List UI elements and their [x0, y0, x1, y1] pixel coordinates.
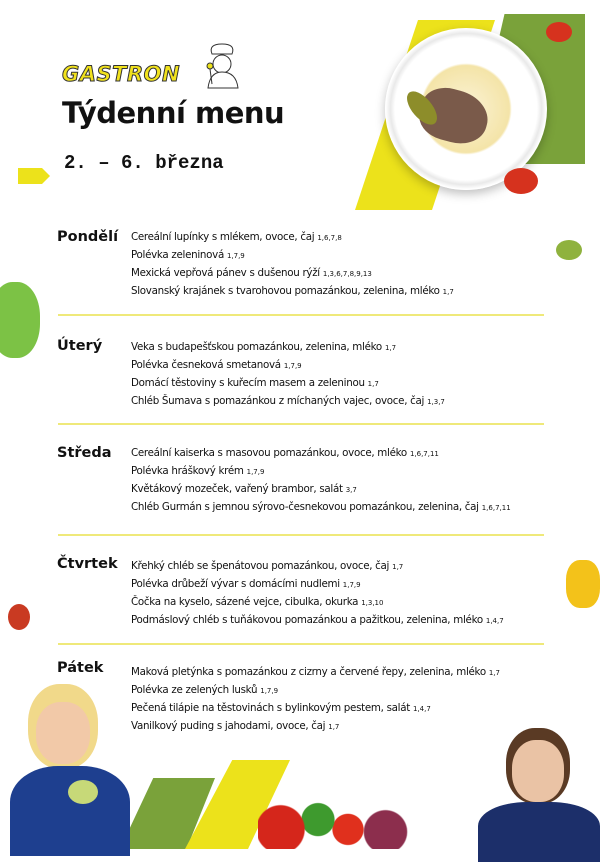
- tomato-image: [504, 168, 538, 194]
- allergen-codes: 1,3,6,7,8,9,13: [322, 270, 372, 278]
- allergen-codes: 1,6,7,8: [317, 234, 342, 242]
- allergen-codes: 1,7,9: [342, 581, 361, 589]
- menu-item: [131, 392, 445, 410]
- day-label-tuesday: Úterý: [57, 338, 103, 354]
- menu-item-text: Cereální lupínky s mlékem, ovoce, čaj: [131, 231, 315, 243]
- menu-item: [131, 681, 500, 699]
- menu-item-text: Polévka hráškový krém: [131, 465, 244, 477]
- menu-list-tuesday: [131, 338, 445, 410]
- menu-item-text: Maková pletýnka s pomazánkou z cizrny a červené řepy, zelenina, mléko: [131, 666, 486, 678]
- menu-item-text: Domácí těstoviny s kuřecím masem a zeleninou: [131, 377, 365, 389]
- pepper-image: [566, 560, 600, 608]
- menu-item-text: Pečená tilápie na těstovinách s bylinkovým pestem, salát: [131, 702, 410, 714]
- menu-item-text: Polévka zeleninová: [131, 249, 224, 261]
- allergen-codes: 1,7,9: [246, 468, 265, 476]
- allergen-codes: 1,7,9: [260, 687, 279, 695]
- menu-item: [131, 557, 504, 575]
- menu-list-wednesday: [131, 444, 511, 516]
- divider: [58, 314, 544, 316]
- menu-item-text: Vanilkový puding s jahodami, ovoce, čaj: [131, 720, 326, 732]
- allergen-codes: 1,7: [488, 669, 500, 677]
- allergen-codes: 3,7: [345, 486, 357, 494]
- menu-item-text: Chléb Gurmán s jemnou sýrovo-česnekovou pomazánkou, zelenina, čaj: [131, 501, 479, 513]
- allergen-codes: 1,4,7: [485, 617, 504, 625]
- allergen-codes: 1,7: [384, 344, 397, 352]
- menu-item: [131, 480, 511, 498]
- lettuce-image: [0, 282, 40, 358]
- allergen-codes: 1,6,7,11: [409, 450, 439, 458]
- menu-item-text: Křehký chléb se špenátovou pomazánkou, ovoce, čaj: [131, 560, 390, 572]
- page-title: Týdenní menu: [62, 96, 285, 130]
- menu-item: [131, 228, 454, 246]
- menu-item: [131, 593, 504, 611]
- menu-item: [131, 264, 454, 282]
- menu-item-text: Čočka na kyselo, sázené vejce, cibulka, okurka: [131, 596, 359, 608]
- menu-item: [131, 338, 445, 356]
- menu-item-text: Slovanský krajánek s tvarohovou pomazánkou, zelenina, mléko: [131, 285, 440, 297]
- menu-list-friday: [131, 663, 500, 735]
- menu-item: [131, 699, 500, 717]
- vegetables-image: [258, 800, 408, 849]
- menu-item: [131, 246, 454, 264]
- menu-item: [131, 717, 500, 735]
- menu-item-text: Mexická vepřová pánev s dušenou rýží: [131, 267, 320, 279]
- allergen-codes: 1,7: [367, 380, 379, 388]
- tomato-image: [8, 604, 30, 630]
- divider: [58, 534, 544, 536]
- brand-logo: GASTRON: [62, 62, 181, 86]
- allergen-codes: 1,7: [392, 563, 404, 571]
- menu-item-text: Polévka ze zelených lusků: [131, 684, 258, 696]
- menu-item-text: Květákový mozeček, vařený brambor, salát: [131, 483, 343, 495]
- child-photo-left: [10, 684, 130, 849]
- day-label-wednesday: Středa: [57, 445, 112, 461]
- divider: [58, 423, 544, 425]
- menu-item: [131, 444, 511, 462]
- yellow-arrow-tag: [18, 168, 50, 184]
- day-label-friday: Pátek: [57, 660, 104, 676]
- olive-image: [556, 240, 582, 260]
- child-photo-right: [478, 728, 600, 849]
- menu-item: [131, 663, 500, 681]
- menu-item-text: Polévka drůbeží vývar s domácími nudlemi: [131, 578, 340, 590]
- allergen-codes: 1,4,7: [412, 705, 431, 713]
- date-range: 2. – 6. března: [64, 152, 224, 174]
- menu-item: [131, 611, 504, 629]
- menu-item-text: Polévka česneková smetanová: [131, 359, 281, 371]
- allergen-codes: 1,7,9: [226, 252, 245, 260]
- menu-item-text: Podmáslový chléb s tuňákovou pomazánkou a pažitkou, zelenina, mléko: [131, 614, 483, 626]
- menu-item-text: Chléb Šumava s pomazánkou z míchaných vajec, ovoce, čaj: [131, 395, 425, 407]
- chef-mascot-icon: [200, 42, 244, 90]
- tomato-image: [546, 22, 572, 42]
- menu-list-thursday: [131, 557, 504, 629]
- menu-list-monday: [131, 228, 454, 300]
- menu-item: [131, 462, 511, 480]
- allergen-codes: 1,3,7: [427, 398, 445, 406]
- day-label-monday: Pondělí: [57, 229, 119, 245]
- allergen-codes: 1,7,9: [283, 362, 302, 370]
- divider: [58, 643, 544, 645]
- allergen-codes: 1,7: [442, 288, 454, 296]
- menu-item: [131, 374, 445, 392]
- allergen-codes: 1,6,7,11: [481, 504, 511, 512]
- menu-item-text: Veka s budapešťskou pomazánkou, zelenina, mléko: [131, 341, 382, 353]
- day-label-thursday: Čtvrtek: [57, 556, 118, 572]
- menu-item: [131, 498, 511, 516]
- allergen-codes: 1,3,10: [361, 599, 384, 607]
- menu-item: [131, 356, 445, 374]
- menu-item: [131, 575, 504, 593]
- allergen-codes: 1,7: [328, 723, 340, 731]
- menu-item: [131, 282, 454, 300]
- menu-item-text: Cereální kaiserka s masovou pomazánkou, ovoce, mléko: [131, 447, 407, 459]
